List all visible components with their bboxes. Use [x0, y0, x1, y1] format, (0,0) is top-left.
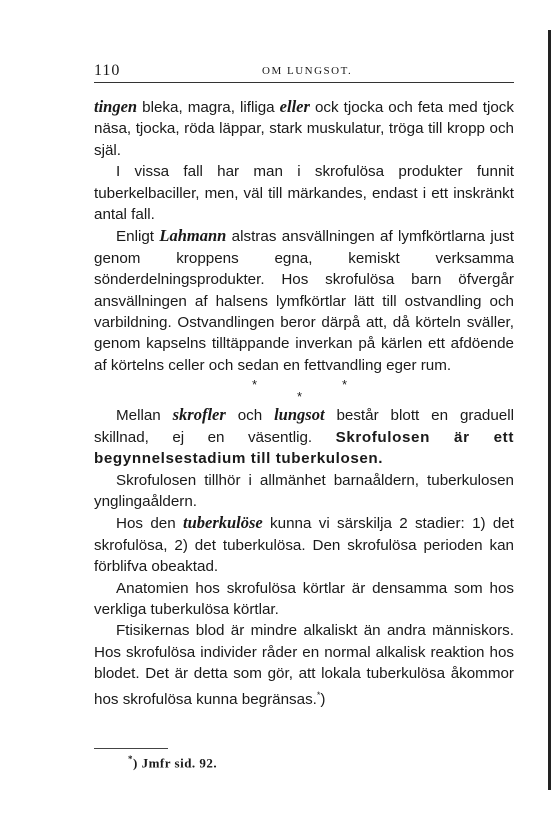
italic-name: Lahmann	[159, 226, 227, 246]
paragraph-2: I vissa fall har man i skrofulösa produkter funnit tuberkelbaciller, men, väl till märkandes, endast i ett inskränkt antal fall.	[94, 163, 514, 224]
text-run: bleka, magra, lifliga	[137, 99, 280, 116]
italic-word: skrofler	[172, 405, 226, 425]
text-run: alstras ansvällningen af lymfkörtlarna just genom kroppens egna, kemiskt verksamma sönderdelningsprodukter. Hos skrofulösa barn öfvergår ansvällningen af halsens lymfkörtlar lätt till ostvandling och varbildning. Ostvandlingen beror därpå att, då körteln sväller, genom kapselns tilltäppande inverkan på kärlen ett afdöende af körtelns celler och sedan en fettvandling eger rum.	[94, 228, 514, 374]
footnote-reference[interactable]: *	[316, 689, 321, 700]
header-rule	[94, 82, 514, 83]
text-run: )	[320, 690, 326, 708]
asterism	[94, 376, 514, 405]
text-run: kunna vi särskilja 2 stadier: 1) det skrofulösa, 2) det tuberkulösa. Den skrofulösa perioden kan förblifva obeaktad.	[94, 515, 515, 576]
text-run: Ftisikernas blod är mindre alkaliskt än andra människors. Hos skrofulösa individer råder en normal alkalisk reaktion hos blodet. Det är detta som gör, att lokala tuberkulösa åkommor hos skrofulösa kunna begränsas.	[94, 622, 514, 708]
paragraph-5: Skrofulosen tillhör i allmänhet barnaåldern, tuberkulosen ynglingaåldern.	[94, 471, 514, 510]
text-run: Hos den	[116, 515, 183, 533]
text-run: och	[225, 407, 275, 425]
body-text	[94, 96, 514, 710]
paragraph-4	[94, 404, 514, 469]
paragraph-7: Anatomien hos skrofulösa körtlar är densamma som hos verkliga tuberkulösa körtlar.	[94, 579, 514, 618]
text-run: Enligt	[116, 228, 160, 246]
footnote	[128, 754, 217, 771]
paragraph-8	[94, 620, 514, 710]
footnote-rule	[94, 748, 168, 749]
asterism-star: *	[252, 377, 258, 393]
italic-word: tuberkulöse	[182, 513, 263, 533]
text-run: består blott en graduell skillnad, ej en väsentlig.	[94, 407, 514, 446]
asterism-star: *	[342, 377, 348, 393]
page-header	[94, 62, 514, 84]
footnote-text: ) Jmfr sid. 92.	[133, 755, 218, 771]
footnote-marker: *	[128, 754, 133, 764]
text-run: Mellan	[116, 407, 173, 425]
asterism-star: *	[297, 389, 303, 405]
bold-statement: Skrofulosen är ett begynnelsestadium till tuberkulosen.	[94, 428, 514, 468]
text-run: ock tjocka och feta med tjock näsa, tjocka, röda läppar, stark muskulatur, tröga till kropp och själ.	[94, 99, 514, 159]
book-spine-edge	[548, 30, 551, 790]
paragraph-6	[94, 512, 514, 577]
italic-word: lungsot	[274, 405, 325, 425]
italic-word: eller	[279, 97, 310, 116]
page-number: 110	[94, 62, 121, 79]
running-head: OM LUNGSOT.	[262, 65, 353, 77]
paragraph-1	[94, 96, 514, 161]
paragraph-3	[94, 225, 514, 376]
italic-word: tingen	[94, 97, 138, 116]
